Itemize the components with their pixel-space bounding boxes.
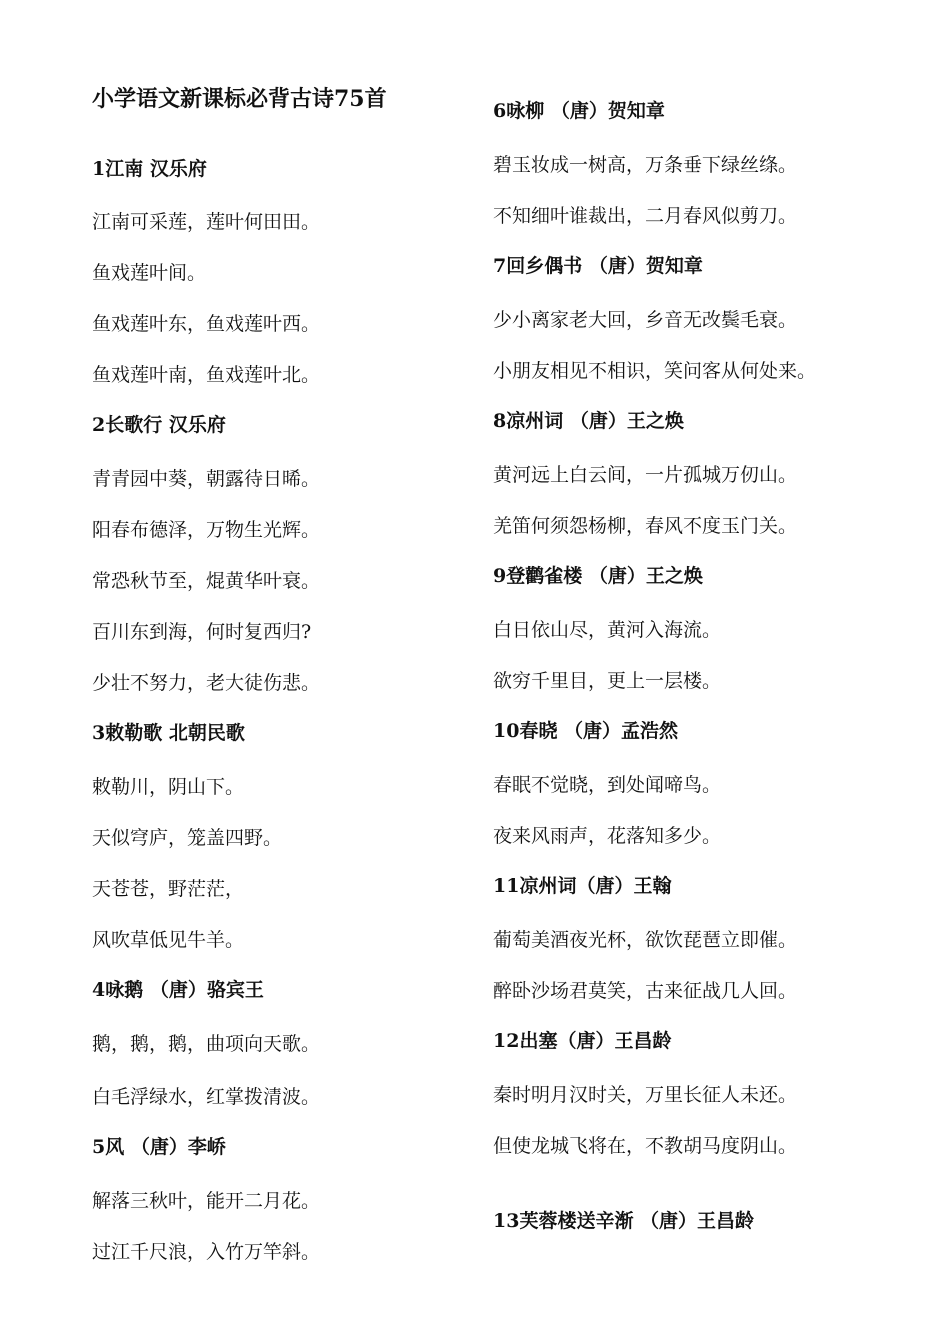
poem-line: 百川东到海，何时复西归? <box>92 621 312 643</box>
poem-heading: 9登鹳雀楼 （唐）王之焕 <box>493 565 703 587</box>
poem-line: 黄河远上白云间，一片孤城万仞山。 <box>493 464 798 486</box>
poem-line: 阳春布德泽，万物生光辉。 <box>92 519 321 541</box>
poem-line: 解落三秋叶，能开二月花。 <box>92 1190 321 1212</box>
poem-heading: 1江南 汉乐府 <box>92 158 207 180</box>
poem-line: 鱼戏莲叶南，鱼戏莲叶北。 <box>92 364 321 386</box>
poem-line: 少小离家老大回，乡音无改鬓毛衰。 <box>493 309 798 331</box>
poem-line: 天似穹庐，笼盖四野。 <box>92 827 283 849</box>
poem-line: 青青园中葵，朝露待日晞。 <box>92 468 321 490</box>
poem-line: 过江千尺浪，入竹万竿斜。 <box>92 1241 321 1263</box>
poem-line: 白毛浮绿水，红掌拨清波。 <box>92 1086 321 1108</box>
poem-line: 鱼戏莲叶东，鱼戏莲叶西。 <box>92 313 321 335</box>
poem-heading: 5风 （唐）李峤 <box>92 1136 226 1158</box>
poem-heading: 13芙蓉楼送辛渐 （唐）王昌龄 <box>493 1210 755 1232</box>
poem-heading: 4咏鹅 （唐）骆宾王 <box>92 979 264 1001</box>
poem-line: 鱼戏莲叶间。 <box>92 262 207 284</box>
poem-heading: 2长歌行 汉乐府 <box>92 414 226 436</box>
poem-line: 白日依山尽，黄河入海流。 <box>493 619 722 641</box>
poem-line: 风吹草低见牛羊。 <box>92 929 245 951</box>
poem-line: 碧玉妆成一树高，万条垂下绿丝绦。 <box>493 154 798 176</box>
poem-heading: 10春晓 （唐）孟浩然 <box>493 720 679 742</box>
poem-line: 但使龙城飞将在，不教胡马度阴山。 <box>493 1135 798 1157</box>
poem-line: 常恐秋节至，焜黄华叶衰。 <box>92 570 321 592</box>
poem-line: 葡萄美酒夜光杯，欲饮琵琶立即催。 <box>493 929 798 951</box>
poem-heading: 12出塞（唐）王昌龄 <box>493 1030 672 1052</box>
poem-line: 少壮不努力，老大徒伤悲。 <box>92 672 321 694</box>
poem-heading: 11凉州词（唐）王翰 <box>493 875 672 897</box>
poem-line: 江南可采莲，莲叶何田田。 <box>92 211 321 233</box>
poem-heading: 8凉州词 （唐）王之焕 <box>493 410 684 432</box>
poem-line: 夜来风雨声，花落知多少。 <box>493 825 722 847</box>
poem-line: 醉卧沙场君莫笑，古来征战几人回。 <box>493 980 798 1002</box>
poem-line: 羌笛何须怨杨柳，春风不度玉门关。 <box>493 515 798 537</box>
poem-line: 小朋友相见不相识，笑问客从何处来。 <box>493 360 817 382</box>
poem-heading: 3敕勒歌 北朝民歌 <box>92 722 245 744</box>
document-title: 小学语文新课标必背古诗75首 <box>92 86 387 112</box>
poem-line: 敕勒川，阴山下。 <box>92 776 245 798</box>
poem-line: 春眠不觉晓，到处闻啼鸟。 <box>493 774 722 796</box>
poem-heading: 7回乡偶书 （唐）贺知章 <box>493 255 703 277</box>
poem-heading: 6咏柳 （唐）贺知章 <box>493 100 665 122</box>
poem-line: 不知细叶谁裁出，二月春风似剪刀。 <box>493 205 798 227</box>
poem-line: 欲穷千里目，更上一层楼。 <box>493 670 722 692</box>
poem-line: 秦时明月汉时关，万里长征人未还。 <box>493 1084 798 1106</box>
poem-line: 天苍苍，野茫茫， <box>92 878 245 900</box>
poem-line: 鹅，鹅，鹅，曲项向天歌。 <box>92 1033 321 1055</box>
